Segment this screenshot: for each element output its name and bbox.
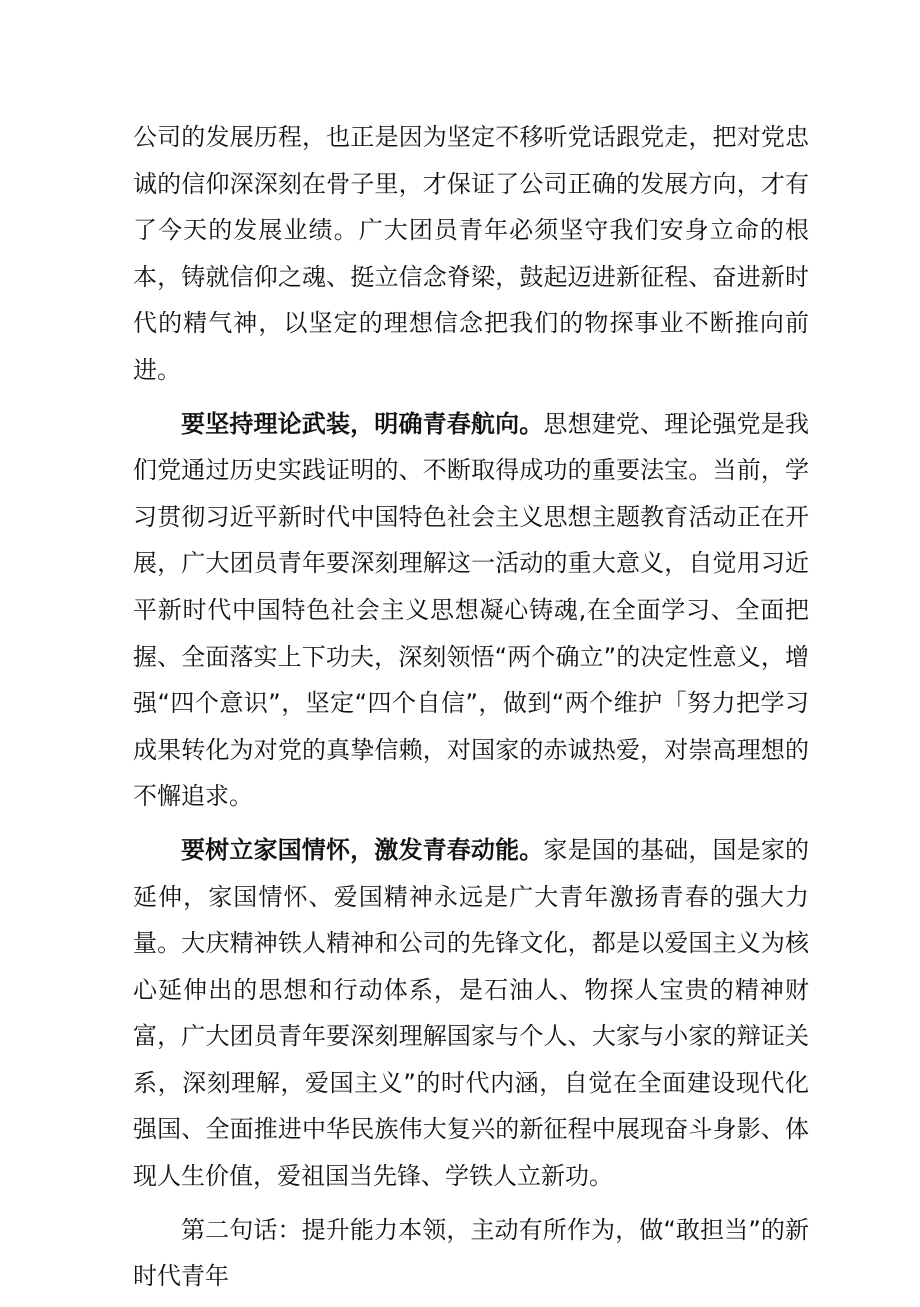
paragraph-3-text: 家是国的基础，国是家的延伸，家国情怀、爱国精神永远是广大青年激扬青春的强大力量。大庆精神铁人精神和公司的先锋文化，都是以爱国主义为核心延伸出的思想和行动体系，是石油人、物探人宝贵的精神财富，广大团员青年要深刻理解国家与个人、大家与小家的辩证关系，深刻理解，爱国主义”的时代内涵，自觉在全面建设现代化强国、全面推进中华民族伟大复兴的新征程中展现奋斗身影、体现人生价值，爱祖国当先锋、学铁人立新功。 bbox=[133, 835, 810, 1191]
paragraph-3 bbox=[133, 827, 809, 1200]
paragraph-1-text: 公司的发展历程，也正是因为坚定不移听党话跟党走，把对党忠诚的信仰深深刻在骨子里，才保证了公司正确的发展方向，才有了今天的发展业绩。广大团员青年必须坚守我们安身立命的根本，铸就信仰之魂、挺立信念脊梁，鼓起迈进新征程、奋进新时代的精气神，以坚定的理想信念把我们的物探事业不断推向前进。 bbox=[133, 123, 809, 384]
paragraph-4 bbox=[133, 1207, 809, 1300]
paragraph-1 bbox=[133, 114, 809, 394]
paragraph-2-lead: 要坚持理论武装，明确青春航向。 bbox=[181, 409, 544, 438]
paragraph-2-text: 思想建党、理论强党是我们党通过历史实践证明的、不断取得成功的重要法宝。当前，学习贯彻习近平新时代中国特色社会主义思想主题教育活动正在开展，广大团员青年要深刻理解这一活动的重大意义，自觉用习近平新时代中国特色社会主义思想凝心铸魂,在全面学习、全面把握、全面落实上下功夫，深刻领悟“两个确立”的决定性意义，增强“四个意识”，坚定“四个自信”，做到“两个维护「努力把学习成果转化为对党的真挚信赖，对国家的赤诚热爱，对崇高理想的不懈追求。 bbox=[133, 409, 810, 811]
paragraph-4-text: 第二句话：提升能力本领，主动有所作为，做“敢担当”的新时代青年 bbox=[133, 1215, 809, 1291]
paragraph-2 bbox=[133, 401, 809, 820]
paragraph-3-lead: 要树立家国情怀，激发青春动能。 bbox=[181, 835, 544, 864]
document-page bbox=[133, 114, 809, 1307]
